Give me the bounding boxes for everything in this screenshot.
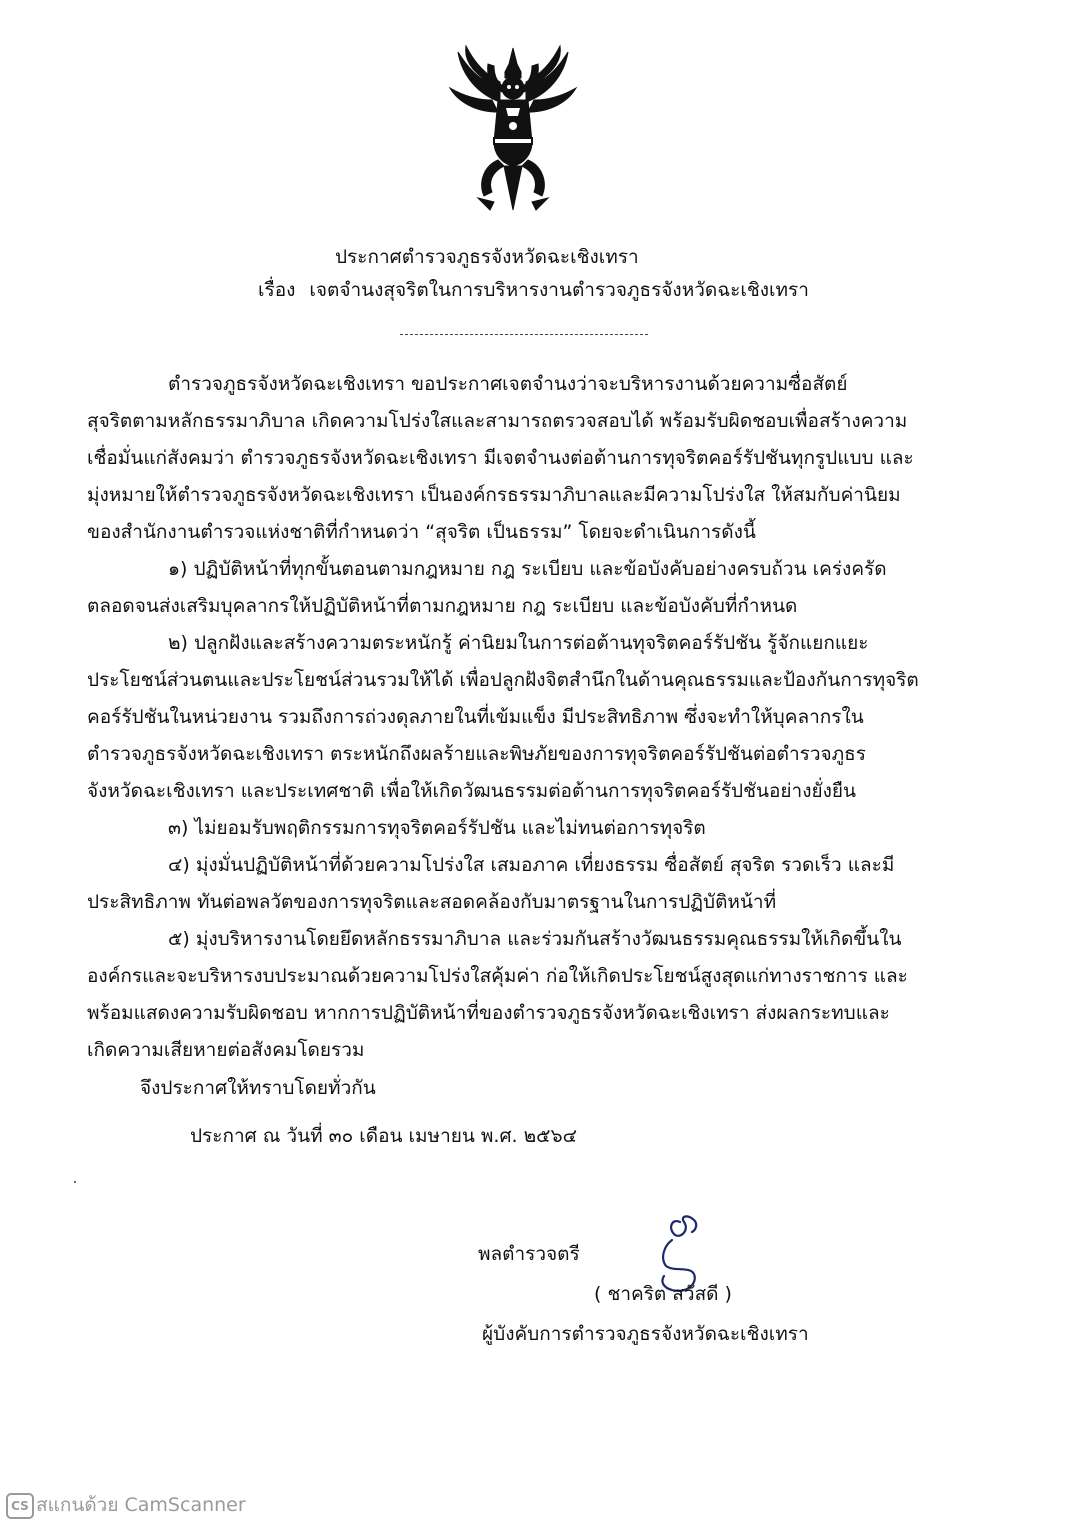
- item-2-line: ๒) ปลูกฝังและสร้างความตระหนักรู้ ค่านิยมในการต่อต้านทุจริตคอร์รัปชัน รู้จักแยกแยะ: [168, 632, 869, 654]
- item-2-line: จังหวัดฉะเชิงเทรา และประเทศชาติ เพื่อให้เกิดวัฒนธรรมต่อต้านการทุจริตคอร์รัปชันอย่างยั่งยืน: [87, 780, 857, 802]
- item-5-line: พร้อมแสดงความรับผิดชอบ หากการปฏิบัติหน้าที่ของตำรวจภูธรจังหวัดฉะเชิงเทรา ส่งผลกระทบและ: [87, 1002, 890, 1024]
- item-5-line: องค์กรและจะบริหารงบประมาณด้วยความโปร่งใสคุ้มค่า ก่อให้เกิดประโยชน์สูงสุดแก่ทางราชการ และ: [87, 965, 908, 987]
- item-2-line: คอร์รัปชันในหน่วยงาน รวมถึงการถ่วงดุลภายในที่เข้มแข็ง มีประสิทธิภาพ ซึ่งจะทำให้บุคลากรใน: [87, 706, 864, 728]
- subject-label: เรื่อง: [258, 279, 296, 301]
- announcement-subject: เจตจำนงสุจริตในการบริหารงานตำรวจภูธรจังหวัดฉะเชิงเทรา: [309, 279, 809, 301]
- intro-line: เชื่อมั่นแก่สังคมว่า ตำรวจภูธรจังหวัดฉะเชิงเทรา มีเจตจำนงต่อต้านการทุจริตคอร์รัปชันทุกรูปแบบ และ: [87, 447, 914, 469]
- intro-line: ของสำนักงานตำรวจแห่งชาติที่กำหนดว่า “สุจริต เป็นธรรม” โดยจะดำเนินการดังนี้: [87, 521, 756, 543]
- signatory-name: ( ชาคริต สวัสดี ): [594, 1283, 732, 1305]
- camscanner-logo-icon: CS: [6, 1493, 34, 1519]
- announcement-issuer: ประกาศตำรวจภูธรจังหวัดฉะเชิงเทรา: [335, 246, 639, 268]
- header-divider: [400, 334, 648, 335]
- intro-line: มุ่งหมายให้ตำรวจภูธรจังหวัดฉะเชิงเทรา เป็นองค์กรธรรมาภิบาลและมีความโปร่งใส ให้สมกับค่านิยม: [87, 484, 901, 506]
- item-2-line: ตำรวจภูธรจังหวัดฉะเชิงเทรา ตระหนักถึงผลร้ายและพิษภัยของการทุจริตคอร์รัปชันต่อตำรวจภูธร: [87, 743, 866, 765]
- scan-speck: [74, 1181, 76, 1183]
- intro-line: สุจริตตามหลักธรรมาภิบาล เกิดความโปร่งใสและสามารถตรวจสอบได้ พร้อมรับผิดชอบเพื่อสร้างความ: [87, 410, 908, 432]
- item-4-line: ๔) มุ่งมั่นปฏิบัติหน้าที่ด้วยความโปร่งใส เสมอภาค เที่ยงธรรม ซื่อสัตย์ สุจริต รวดเร็ว และมี: [168, 854, 895, 876]
- item-1-line: ๑) ปฏิบัติหน้าที่ทุกขั้นตอนตามกฎหมาย กฎ ระเบียบ และข้อบังคับอย่างครบถ้วน เคร่งครัด: [168, 558, 887, 580]
- item-4-line: ประสิทธิภาพ ทันต่อพลวัตของการทุจริตและสอดคล้องกับมาตรฐานในการปฏิบัติหน้าที่: [87, 891, 777, 913]
- intro-line: ตำรวจภูธรจังหวัดฉะเชิงเทรา ขอประกาศเจตจำนงว่าจะบริหารงานด้วยความซื่อสัตย์: [168, 373, 848, 395]
- signatory-rank: พลตำรวจตรี: [478, 1243, 580, 1265]
- signatory-position: ผู้บังคับการตำรวจภูธรจังหวัดฉะเชิงเทรา: [482, 1323, 809, 1345]
- item-5-line: ๕) มุ่งบริหารงานโดยยึดหลักธรรมาภิบาล และร่วมกันสร้างวัฒนธรรมคุณธรรมให้เกิดขึ้นใน: [168, 928, 902, 950]
- item-2-line: ประโยชน์ส่วนตนและประโยชน์ส่วนรวมให้ได้ เพื่อปลูกฝังจิตสำนึกในด้านคุณธรรมและป้องกันการทุจริต: [87, 669, 919, 691]
- item-1-line: ตลอดจนส่งเสริมบุคลากรให้ปฏิบัติหน้าที่ตามกฎหมาย กฎ ระเบียบ และข้อบังคับที่กำหนด: [87, 595, 798, 617]
- announcement-subject-line: [258, 276, 809, 304]
- camscanner-watermark: สแกนด้วย CamScanner: [36, 1494, 246, 1516]
- closing-statement: จึงประกาศให้ทราบโดยทั่วกัน: [140, 1077, 376, 1099]
- announcement-date: ประกาศ ณ วันที่ ๓๐ เดือน เมษายน พ.ศ. ๒๕๖๔: [190, 1125, 577, 1147]
- item-5-line: เกิดความเสียหายต่อสังคมโดยรวม: [87, 1039, 365, 1061]
- item-3-line: ๓) ไม่ยอมรับพฤติกรรมการทุจริตคอร์รัปชัน และไม่ทนต่อการทุจริต: [168, 817, 706, 839]
- garuda-emblem-icon: [448, 42, 578, 214]
